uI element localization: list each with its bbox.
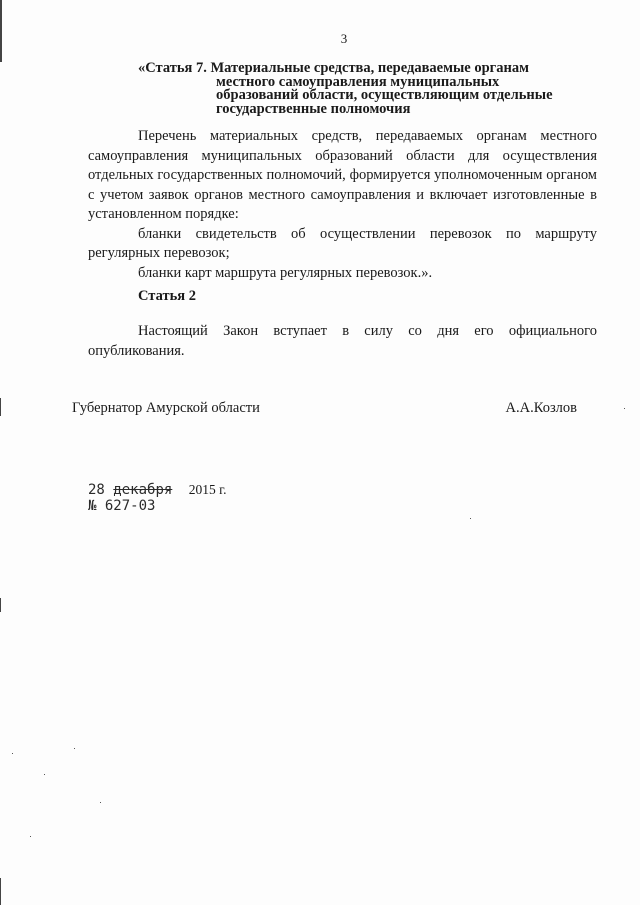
stamp-number-prefix: № xyxy=(88,498,97,514)
governor-title: Губернатор Амурской области xyxy=(72,400,260,416)
scan-speck xyxy=(624,408,625,409)
scan-speck xyxy=(12,753,13,754)
article-2-heading: Статья 2 xyxy=(138,288,196,304)
article-7-paragraph-1: Перечень материальных средств, передаваемых органам местного самоуправления муниципальных образований области для осуществления отдельных государственных полномочий, формируется уполномоченным органом с учетом заявок органов местного самоуправления и включает изготовленные в установленном порядке: xyxy=(88,128,597,222)
governor-name: А.А.Козлов xyxy=(505,400,577,416)
stamp-date-line xyxy=(88,482,227,498)
registration-stamp xyxy=(88,482,227,514)
article-7-title-line-4: государственные полномочия xyxy=(216,100,411,117)
article-7-heading xyxy=(138,62,598,116)
stamp-number-line xyxy=(88,498,227,514)
scan-speck xyxy=(44,774,45,775)
article-7-body xyxy=(88,127,597,283)
scan-speck xyxy=(74,748,75,749)
page-number: 3 xyxy=(340,31,348,46)
stamp-day: 28 xyxy=(88,482,105,498)
article-7-paragraph-3: бланки карт маршрута регулярных перевозок.». xyxy=(138,264,433,281)
scan-edge-mark xyxy=(0,598,1,612)
article-7-title-line-2: местного самоуправления муниципальных xyxy=(216,73,500,90)
article-7-title-line-3: образований области, осуществляющим отдельные xyxy=(216,87,553,103)
scan-speck xyxy=(30,836,31,837)
scan-speck xyxy=(100,802,101,803)
article-7-paragraph-2: бланки свидетельств об осуществлении перевозок по маршруту регулярных перевозок; xyxy=(88,225,597,261)
article-7-number: «Статья 7. xyxy=(138,60,207,76)
scan-edge-mark xyxy=(0,398,1,416)
scan-edge-mark xyxy=(0,0,2,62)
stamp-month: декабря xyxy=(113,482,173,498)
scan-edge-mark xyxy=(0,878,1,905)
article-7-title-line-1: Материальные средства, передаваемые органам xyxy=(210,60,529,76)
scan-speck xyxy=(470,518,471,519)
article-2-body xyxy=(88,322,597,361)
stamp-number: 627-03 xyxy=(104,498,156,514)
article-2-paragraph: Настоящий Закон вступает в силу со дня его официального опубликования. xyxy=(88,323,597,359)
stamp-year: 2015 г. xyxy=(188,482,227,497)
